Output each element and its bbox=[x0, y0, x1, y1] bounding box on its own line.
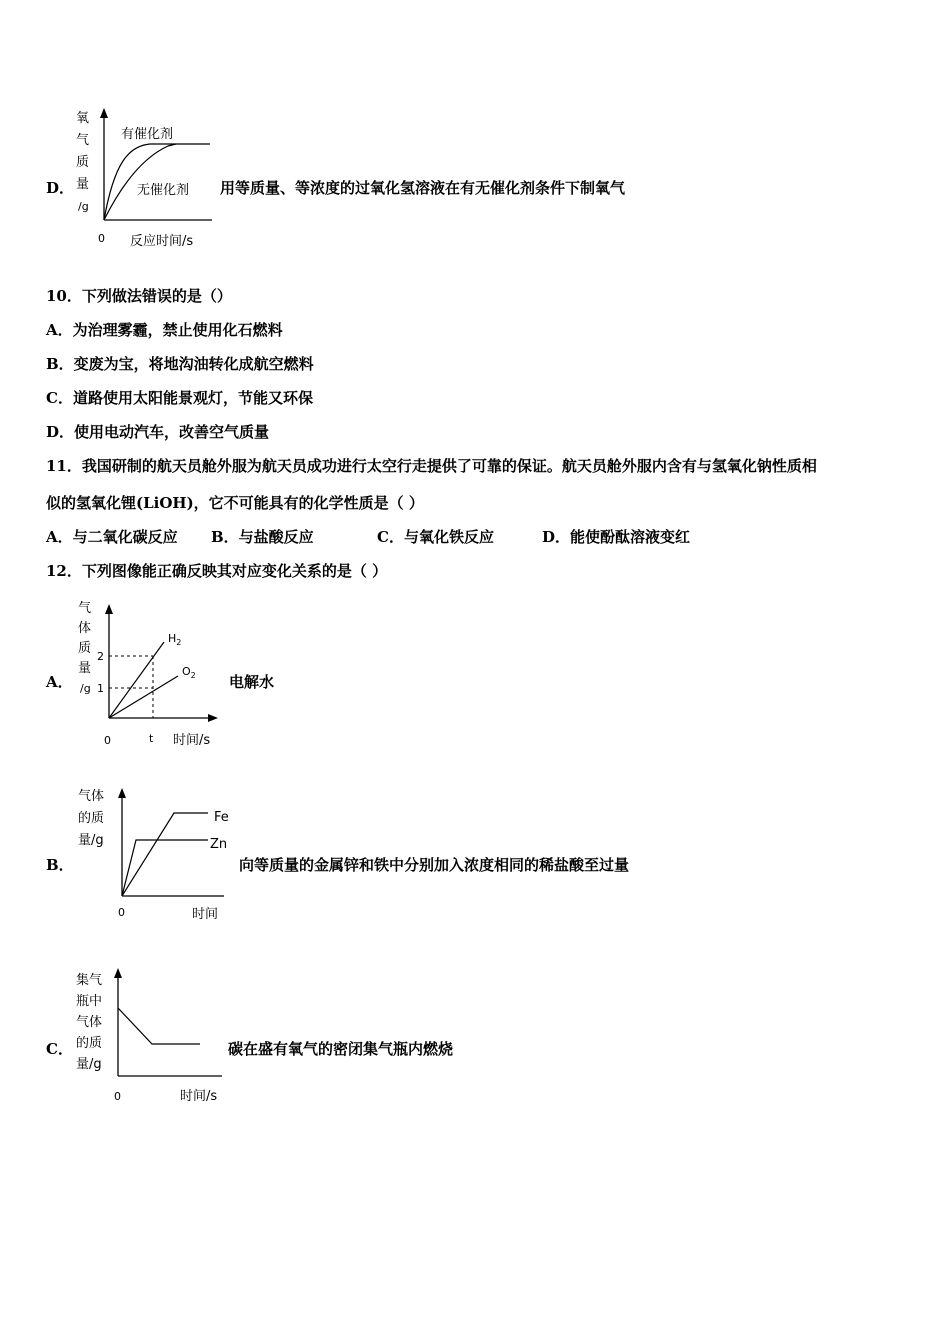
q12-option-b-label: B． bbox=[46, 856, 74, 874]
q12-a-xtick-t: t bbox=[149, 732, 154, 745]
q11-option-a: A．与二氧化碳反应 bbox=[46, 528, 178, 546]
q12-a-ytick-1: 1 bbox=[97, 682, 104, 695]
q11-option-d: D．能使酚酞溶液变红 bbox=[542, 528, 691, 546]
q9-d-curve1-label: 有催化剂 bbox=[121, 127, 174, 142]
q12-option-c-label: C． bbox=[46, 1040, 73, 1058]
q12-b-y-label-3: 量/g bbox=[78, 833, 104, 848]
q9-d-origin: 0 bbox=[98, 232, 105, 245]
q9-d-y-label-1: 氧 bbox=[76, 111, 90, 126]
q12-a-x-label: 时间/s bbox=[173, 733, 211, 748]
q9-d-y-label-4: 量 bbox=[76, 177, 90, 192]
q12-c-y-label-1: 集气 bbox=[76, 973, 103, 988]
q11-option-b: B．与盐酸反应 bbox=[211, 528, 314, 546]
q12-b-origin: 0 bbox=[118, 906, 125, 919]
q12-c-y-label-4: 的质 bbox=[76, 1036, 103, 1051]
q12-a-y-label-5: /g bbox=[80, 682, 91, 695]
q12-a-chart bbox=[72, 596, 232, 752]
q9-option-d-label: D． bbox=[46, 179, 75, 197]
q12-b-line-zn bbox=[122, 840, 208, 896]
q9-d-curve-no-catalyst bbox=[104, 144, 176, 220]
q9-d-y-label-2: 气 bbox=[76, 133, 90, 148]
q12-a-label-o2: $O_2$ bbox=[182, 665, 196, 680]
q12-stem: 12．下列图像能正确反映其对应变化关系的是（ ） bbox=[46, 562, 388, 580]
q9-d-curve2-label: 无催化剂 bbox=[137, 183, 190, 198]
q11-stem-line1: 11．我国研制的航天员舱外服为航天员成功进行太空行走提供了可靠的保证。航天员舱外服内含有与氢氧化钠性质相 bbox=[46, 457, 817, 475]
q9-d-y-arrow bbox=[100, 108, 108, 118]
q10-option-a: A．为治理雾霾，禁止使用化石燃料 bbox=[46, 321, 283, 339]
q9-d-x-label: 反应时间/s bbox=[130, 234, 194, 249]
q12-c-origin: 0 bbox=[114, 1090, 121, 1103]
q12-a-y-arrow bbox=[105, 604, 113, 614]
q12-a-y-label-2: 体 bbox=[78, 621, 92, 636]
q12-a-ytick-2: 2 bbox=[97, 650, 104, 663]
q11-stem-line2: 似的氢氧化锂(LiOH)，它不可能具有的化学性质是（ ） bbox=[46, 494, 424, 512]
q12-b-y-label-1: 气体 bbox=[78, 789, 105, 804]
q9-option-d-text: 用等质量、等浓度的过氧化氢溶液在有无催化剂条件下制氧气 bbox=[220, 179, 626, 197]
q12-option-c-text: 碳在盛有氧气的密闭集气瓶内燃烧 bbox=[228, 1040, 454, 1058]
q12-option-a-text: 电解水 bbox=[229, 673, 275, 691]
q12-b-label-fe: Fe bbox=[214, 810, 229, 825]
q12-c-y-arrow bbox=[114, 968, 122, 978]
q9-d-y-label-5: /g bbox=[78, 200, 89, 213]
q12-a-y-label-4: 量 bbox=[78, 661, 92, 676]
q12-c-y-label-5: 量/g bbox=[76, 1057, 102, 1072]
q12-c-y-label-2: 瓶中 bbox=[76, 994, 103, 1009]
q12-c-x-label: 时间/s bbox=[180, 1089, 218, 1104]
q12-a-label-h2: $H_2$ bbox=[168, 632, 182, 647]
q12-a-x-arrow bbox=[208, 714, 218, 722]
q9-d-curve-catalyst bbox=[104, 144, 210, 220]
q9-d-y-label bbox=[76, 111, 89, 213]
q10-option-d: D．使用电动汽车，改善空气质量 bbox=[46, 423, 270, 441]
q12-a-y-label-3: 质 bbox=[78, 641, 92, 656]
q12-a-line-h2 bbox=[109, 642, 164, 718]
q12-a-line-o2 bbox=[109, 676, 178, 718]
q12-a-origin: 0 bbox=[104, 734, 111, 747]
q12-b-label-zn: Zn bbox=[210, 837, 228, 852]
q12-option-b-text: 向等质量的金属锌和铁中分别加入浓度相同的稀盐酸至过量 bbox=[239, 856, 630, 874]
q9-d-y-label-3: 质 bbox=[76, 155, 90, 170]
q12-b-line-fe bbox=[122, 813, 208, 896]
q10-option-c: C．道路使用太阳能景观灯，节能又环保 bbox=[46, 389, 313, 407]
q12-b-x-label: 时间 bbox=[192, 907, 219, 922]
q11-option-c: C．与氧化铁反应 bbox=[377, 528, 494, 546]
q12-a-y-label-1: 气 bbox=[78, 601, 92, 616]
q12-b-chart bbox=[74, 780, 238, 926]
q12-option-a-label: A． bbox=[46, 673, 73, 691]
q12-c-y-label-3: 气体 bbox=[76, 1015, 103, 1030]
q12-b-y-label-2: 的质 bbox=[78, 811, 105, 826]
q10-stem: 10．下列做法错误的是（） bbox=[46, 287, 232, 305]
q12-c-curve bbox=[118, 1008, 200, 1044]
q10-option-b: B．变废为宝，将地沟油转化成航空燃料 bbox=[46, 355, 314, 373]
q12-b-y-arrow bbox=[118, 788, 126, 798]
q12-c-chart bbox=[72, 962, 232, 1108]
q9-d-chart bbox=[66, 104, 216, 250]
